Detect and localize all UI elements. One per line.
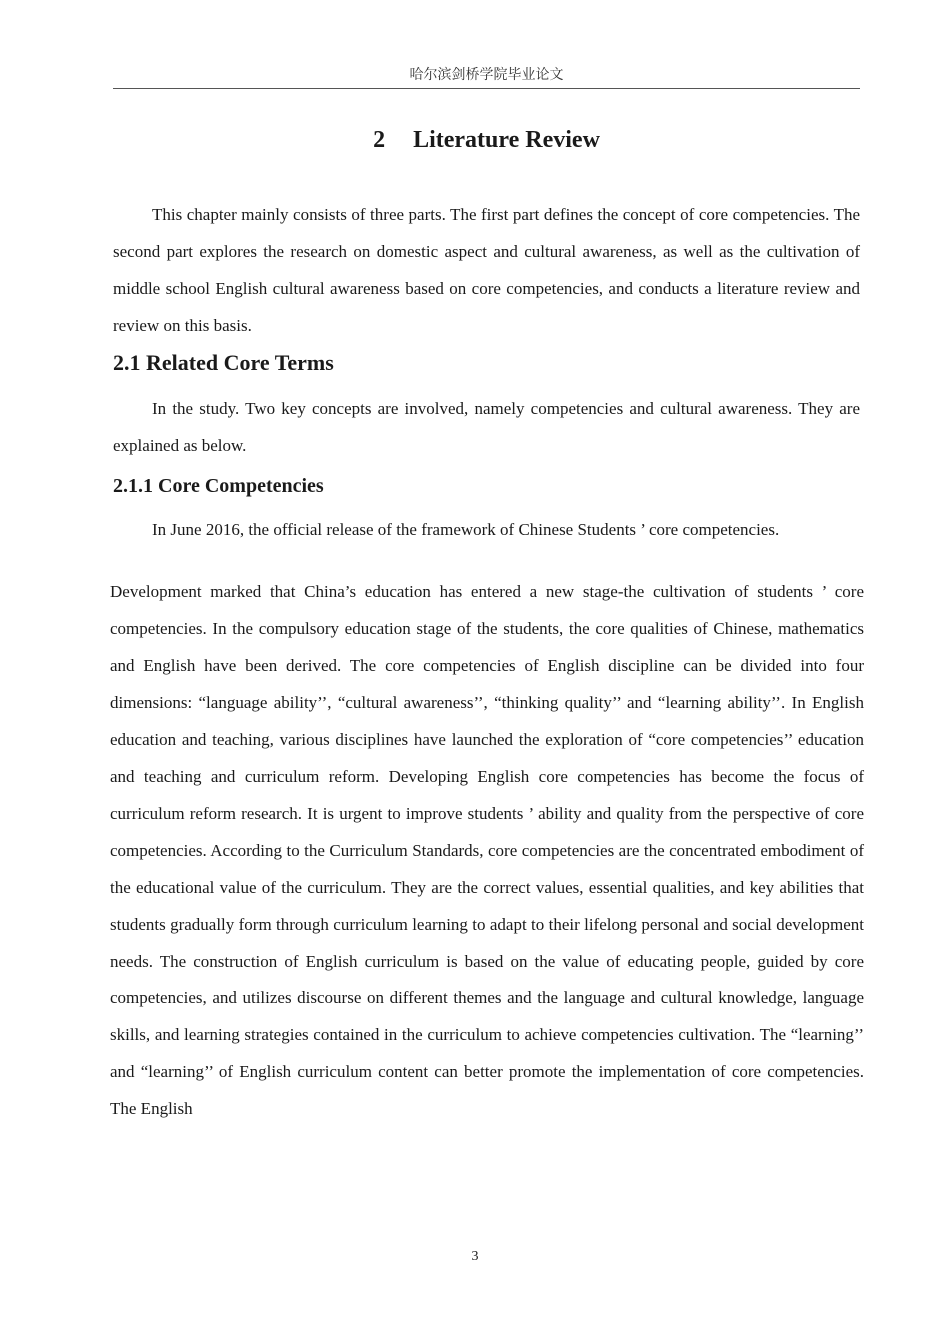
page-header: 哈尔滨剑桥学院毕业论文 [113, 66, 860, 89]
section-heading-2-1-1: 2.1.1 Core Competencies [113, 475, 324, 497]
page-number: 3 [471, 1249, 479, 1264]
chapter-title [113, 124, 860, 156]
section-heading-2-1: 2.1 Related Core Terms [113, 350, 334, 375]
chapter-title-text: Literature Review [413, 127, 600, 153]
chapter-number: 2 [373, 127, 386, 153]
body-paragraph: Development marked that China’s education has entered a new stage-the cultivation of students ’ core competencies. In the compulsory education stage of the students, the core qualities of Chinese, mathematics and English have been derived. The core competencies of English discipline can be divided into four dimensions: “language ability’’, “cultural awareness’’, “thinking quality’’ and “learning ability’’. In English education and teaching, various disciplines have launched the exploration of “core competencies’’ education and teaching and curriculum reform. Developing English core competencies has become the focus of curriculum reform research. It is urgent to improve students ’ ability and quality from the perspective of core competencies. According to the Curriculum Standards, core competencies are the concentrated embodiment of the educational value of the curriculum. They are the correct values, essential qualities, and key abilities that students gradually form through curriculum learning to adapt to their lifelong personal and social development needs. The construction of English curriculum is based on the value of educating people, guided by core competencies, and utilizes discourse on different themes and the language and cultural knowledge, language skills, and learning strategies contained in the curriculum to achieve competencies cultivation. The “learning’’ and “learning’’ of English curriculum content can better promote the implementation of core competencies. The English [110, 582, 864, 1119]
intro-paragraph: This chapter mainly consists of three parts. The first part defines the concept of core competencies. The second part explores the research on domestic aspect and cultural awareness, as well as the cultivation of middle school English cultural awareness based on core competencies, and conducts a literature review and review on this basis. [113, 205, 860, 335]
section-2-1-paragraph: In the study. Two key concepts are involved, namely competencies and cultural awareness. They are explained as below. [113, 399, 860, 455]
lead-paragraph: In June 2016, the official release of the framework of Chinese Students ’ core competencies. [152, 520, 780, 539]
